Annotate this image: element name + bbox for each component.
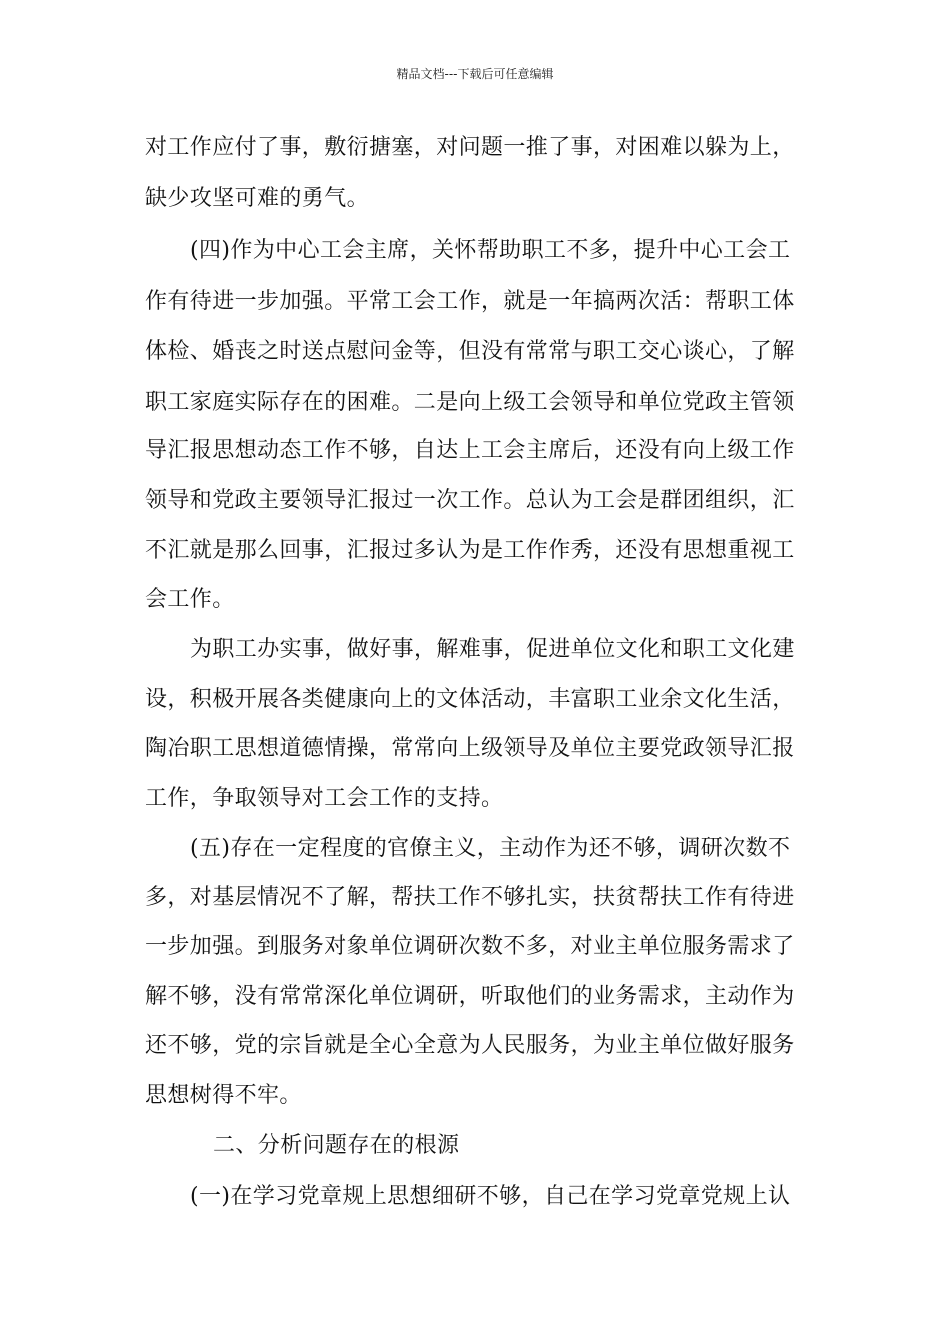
body-line-22: (一)在学习党章规上思想细研不够，自己在学习党章党规上认	[190, 1184, 791, 1209]
body-line-7: 导汇报思想动态工作不够，自达上工会主席后，还没有向上级工作	[145, 438, 795, 463]
body-line-20: 思想树得不牢。	[145, 1083, 302, 1108]
body-line-15: (五)存在一定程度的官僚主义，主动作为还不够，调研次数不	[190, 836, 791, 861]
body-line-19: 还不够，党的宗旨就是全心全意为人民服务，为业主单位做好服务	[145, 1033, 795, 1058]
body-line-12: 设，积极开展各类健康向上的文体活动，丰富职工业余文化生活，	[145, 687, 795, 712]
body-line-17: 一步加强。到服务对象单位调研次数不多，对业主单位服务需求了	[145, 934, 795, 959]
body-line-11: 为职工办实事，做好事，解难事，促进单位文化和职工文化建	[190, 637, 795, 662]
body-line-5: 体检、婚丧之时送点慰问金等，但没有常常与职工交心谈心，了解	[145, 339, 795, 364]
body-line-18: 解不够，没有常常深化单位调研，听取他们的业务需求，主动作为	[145, 984, 795, 1009]
body-line-14: 工作，争取领导对工会工作的支持。	[145, 786, 504, 811]
body-line-1: 对工作应付了事，敷衍搪塞，对问题一推了事，对困难以躲为上，	[145, 135, 795, 160]
body-line-10: 会工作。	[145, 587, 235, 612]
section-heading: 二、分析问题存在的根源	[213, 1133, 460, 1158]
body-line-8: 领导和党政主要领导汇报过一次工作。总认为工会是群团组织，汇	[145, 488, 795, 513]
body-line-9: 不汇就是那么回事，汇报过多认为是工作作秀，还没有思想重视工	[145, 538, 795, 563]
body-line-13: 陶冶职工思想道德情操，常常向上级领导及单位主要党政领导汇报	[145, 736, 795, 761]
body-line-16: 多，对基层情况不了解，帮扶工作不够扎实，扶贫帮扶工作有待进	[145, 885, 795, 910]
body-line-3: (四)作为中心工会主席，关怀帮助职工不多，提升中心工会工	[190, 238, 791, 263]
body-line-2: 缺少攻坚可难的勇气。	[145, 186, 370, 211]
body-line-4: 作有待进一步加强。平常工会工作，就是一年搞两次活：帮职工体	[145, 289, 795, 314]
body-line-6: 职工家庭实际存在的困难。二是向上级工会领导和单位党政主管领	[145, 390, 795, 415]
page-header: 精品文档---下载后可任意编辑	[396, 67, 554, 81]
